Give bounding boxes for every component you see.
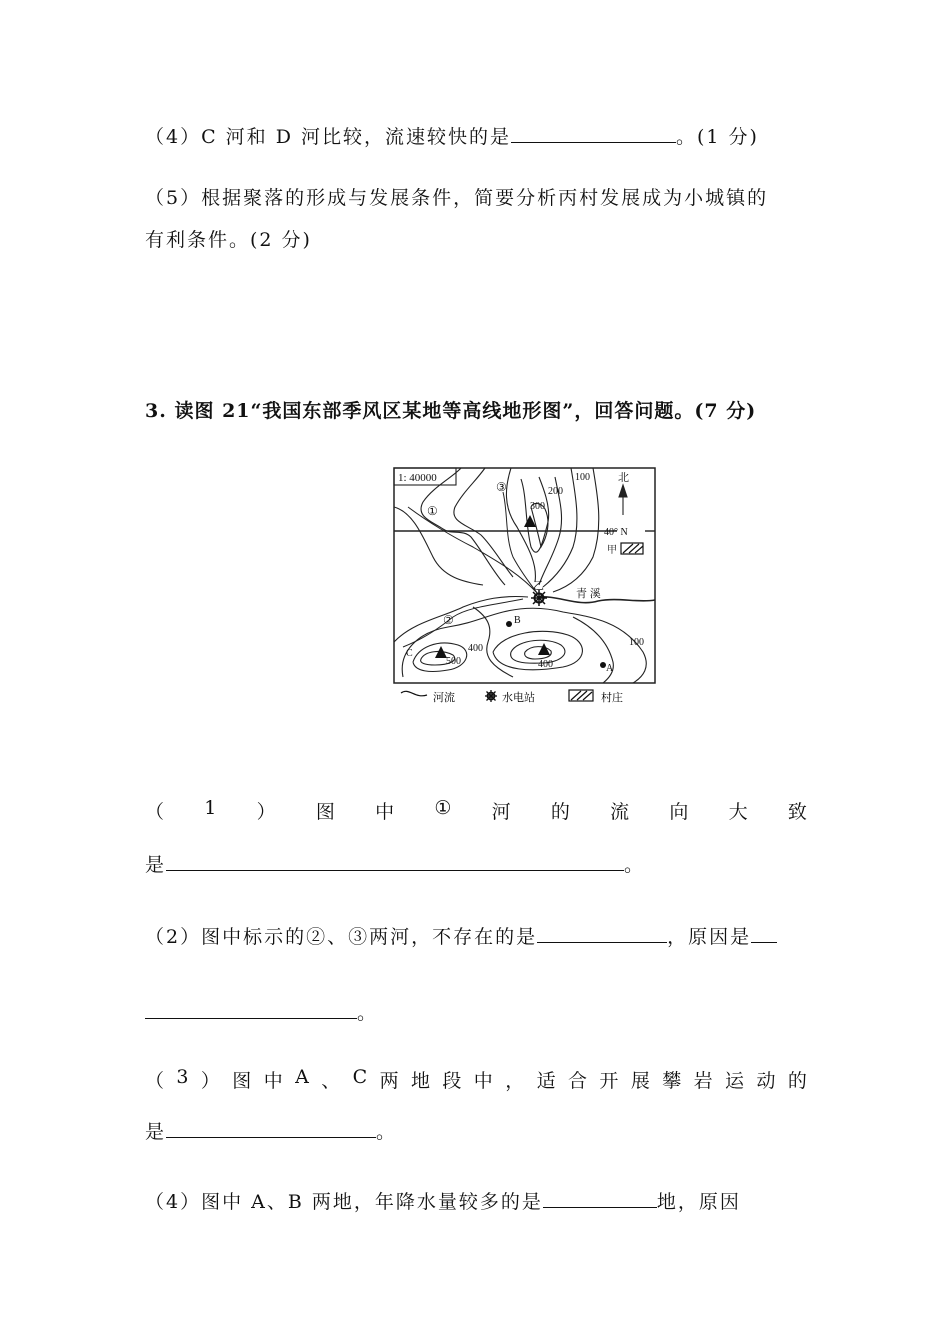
sub2-middle: ，原因是: [667, 926, 752, 948]
north-label: 北: [618, 472, 629, 484]
sub2-text: （2）图中标示的②、③两河，不存在的是: [145, 926, 538, 948]
latitude-label: 40° N: [604, 527, 628, 538]
q5-prev-line1: （5）根据聚落的形成与发展条件，简要分析丙村发展成为小城镇的: [145, 187, 769, 209]
sub2-reason-blank-start[interactable]: [751, 924, 777, 943]
river-1-label: ①: [427, 504, 438, 518]
sub3-char: 适: [536, 1070, 556, 1092]
sub3-char: 运: [725, 1070, 745, 1092]
sub3-char: 地: [410, 1070, 430, 1092]
legend-village: 村庄: [601, 692, 623, 704]
contour-label-200: 200: [548, 486, 563, 497]
sub3-char: 中: [263, 1070, 283, 1092]
sub1-char: 的: [550, 801, 570, 823]
contour-line: [394, 596, 528, 642]
sub3-char: C: [352, 1066, 368, 1088]
sub3-char: 动: [756, 1070, 776, 1092]
q4-prev-suffix: 。(1 分): [675, 126, 759, 148]
sub3-suffix: 。: [376, 1121, 398, 1143]
sub3-char: 段: [442, 1070, 462, 1092]
sub4-text: （4）图中 A、B 两地，年降水量较多的是: [145, 1191, 543, 1213]
sub3-char: 两: [379, 1070, 399, 1092]
sub3-char: （: [145, 1070, 165, 1092]
sub3-answer-blank[interactable]: [166, 1119, 376, 1138]
sub3-char: 开: [599, 1070, 619, 1092]
map-scale: 1: 40000: [398, 472, 437, 484]
contour-label-100: 100: [629, 637, 644, 648]
station-yi-label: 乙: [533, 580, 544, 592]
sub1-char: ①: [434, 797, 452, 819]
contour-line: [394, 507, 483, 585]
sub1-char: 大: [728, 801, 748, 823]
legend-river: 河流: [433, 692, 455, 704]
sub-question-3-line2: [145, 1117, 397, 1144]
contour-map: [393, 467, 657, 709]
sub3-char: 攀: [662, 1070, 682, 1092]
contour-label-400: 400: [538, 659, 553, 670]
sub2-answer-blank[interactable]: [537, 924, 667, 943]
contour-label-500: 500: [446, 656, 461, 667]
sub3-char: 合: [568, 1070, 588, 1092]
contour-label-300: 300: [530, 501, 545, 512]
sub2-reason-blank[interactable]: [145, 1000, 357, 1019]
sub3-char: 3: [176, 1066, 189, 1088]
sub1-char: 河: [491, 801, 511, 823]
question-3-title: 3. 读图 21“我国东部季风区某地等高线地形图”，回答问题。(7 分): [145, 400, 757, 422]
sub3-char: ）: [200, 1070, 220, 1092]
sub-question-3-line1: [145, 1066, 807, 1093]
point-a-label: A: [606, 663, 614, 674]
river-2-label: ②: [443, 613, 454, 627]
q5-prev-line2: 有利条件。(2 分): [145, 229, 312, 251]
sub3-char: 岩: [693, 1070, 713, 1092]
sub1-answer-blank[interactable]: [166, 852, 624, 871]
point-b: [506, 621, 512, 627]
sub-question-1-line1: [145, 797, 807, 824]
sub3-char: A: [295, 1066, 309, 1088]
sub1-char: 致: [787, 801, 807, 823]
sub-question-2-line2: [145, 998, 378, 1025]
sub4-answer-blank[interactable]: [543, 1189, 657, 1208]
sub1-char: 流: [610, 801, 630, 823]
contour-label-100: 100: [575, 472, 590, 483]
sub1-char: 图: [315, 801, 335, 823]
hydro-legend-icon: [485, 690, 497, 702]
sub-question-1-line2: [145, 850, 645, 877]
sub1-char: 1: [204, 797, 217, 819]
sub3-prefix: 是: [145, 1121, 167, 1143]
sub1-char: 向: [669, 801, 689, 823]
sub3-char: 的: [787, 1070, 807, 1092]
hydro-station-icon: [531, 590, 547, 606]
sub-question-2-line1: [145, 922, 777, 949]
sub1-prefix: 是: [145, 854, 167, 876]
legend-station: 水电站: [502, 692, 535, 704]
point-b-label: B: [514, 615, 521, 626]
river-3-label: ③: [496, 480, 507, 494]
sub3-char: 图: [232, 1070, 252, 1092]
point-c-label: C: [406, 648, 413, 659]
q4-prev-line: [145, 122, 759, 149]
sub3-char: ，: [505, 1070, 525, 1092]
sub3-char: 展: [630, 1070, 650, 1092]
sub-question-4-line1: [145, 1187, 741, 1214]
sub4-middle: 地，原因: [656, 1191, 741, 1213]
sub2-end: 。: [357, 1002, 379, 1024]
river-qingxi-label: 青 溪: [576, 588, 601, 600]
village-jia-label: 甲: [607, 545, 617, 556]
sub3-char: 、: [321, 1070, 341, 1092]
sub1-char: 中: [375, 801, 395, 823]
q4-prev-blank[interactable]: [511, 124, 676, 143]
sub3-char: 中: [473, 1070, 493, 1092]
sub1-char: （: [145, 801, 165, 823]
contour-label-400: 400: [468, 643, 483, 654]
sub1-char: ）: [256, 801, 276, 823]
q4-prev-text: （4）C 河和 D 河比较，流速较快的是: [145, 126, 511, 148]
map-legend: [401, 690, 623, 704]
sub1-suffix: 。: [624, 854, 646, 876]
river-legend-icon: [401, 691, 427, 696]
